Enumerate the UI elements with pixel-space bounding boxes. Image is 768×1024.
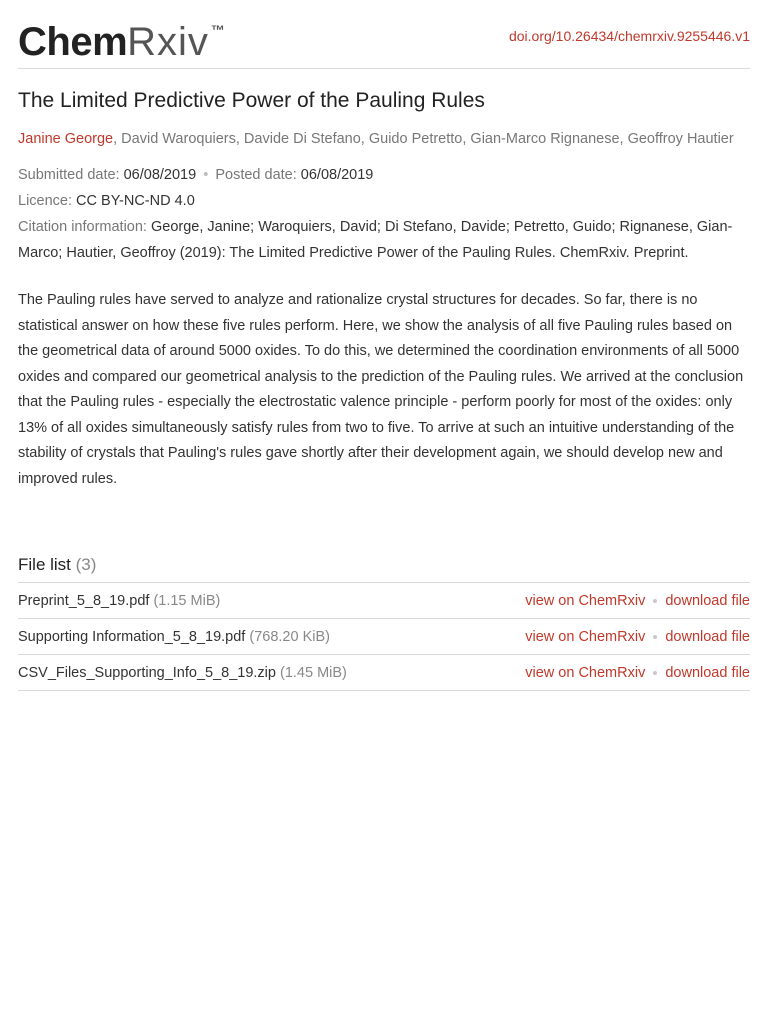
licence-value: CC BY-NC-ND 4.0 [76,193,195,209]
file-size: (768.20 KiB) [249,629,330,645]
bullet-separator [653,599,657,603]
file-actions [525,655,750,691]
metadata [18,162,750,266]
abstract: The Pauling rules have served to analyze and rationalize crystal structures for decades. So far, there is no statistical answer on how these five rules perform. Here, we show the analysis of all five Pauling rules based on the geometrical data of around 5000 oxides. To do this, we determined the coordination environments of all 5000 oxides and compared our geometrical analysis to the prediction of the Pauling rules. We arrived at the conclusion that the Pauling rules - especially the electrostatic valence principle - perform poorly for most of the oxides: only 13% of all oxides simultaneously satisfy rules from two to five. To arrive at such an intuitive understanding of the stability of crystals that Pauling's rules gave shortly after their development again, we should develop new and improved rules. [18,292,744,487]
other-authors: , David Waroquiers, Davide Di Stefano, Guido Petretto, Gian-Marco Rignanese, Geoffroy Hautier [113,131,734,147]
submitted-date: 06/08/2019 [123,167,197,183]
download-file-link[interactable]: download file [665,629,750,645]
file-list-title: File list [18,555,71,574]
file-row [18,619,750,655]
logo-trademark: ™ [210,22,225,38]
file-name: CSV_Files_Supporting_Info_5_8_19.zip [18,665,276,681]
date-separator: • [203,167,209,183]
submitted-label: Submitted date: [18,167,120,183]
posted-date: 06/08/2019 [300,167,374,183]
logo-rxiv-text: Rxiv [127,20,209,64]
view-on-chemrxiv-link[interactable]: view on ChemRxiv [525,665,646,681]
posted-label: Posted date: [215,167,297,183]
chemrxiv-logo[interactable] [18,18,224,74]
citation-label: Citation information: [18,219,147,235]
view-on-chemrxiv-link[interactable]: view on ChemRxiv [525,629,646,645]
file-size: (1.45 MiB) [280,665,347,681]
file-row [18,583,750,619]
file-row [18,655,750,691]
download-file-link[interactable]: download file [665,593,750,609]
header [18,0,750,69]
logo-chem-text: Chem [18,20,128,64]
view-on-chemrxiv-link[interactable]: view on ChemRxiv [525,593,646,609]
first-author-link[interactable]: Janine George [18,131,114,147]
file-list-heading [18,552,750,583]
citation-value: George, Janine; Waroquiers, David; Di Stefano, Davide; Petretto, Guido; Rignanese, Gian-Marco; Hautier, Geoffroy (2019): The Limited Predictive Power of the Pauling Rules. ChemRxiv. Preprint. [18,219,733,261]
author-list [18,127,750,152]
licence-label: Licence: [18,193,73,209]
doi-link[interactable]: doi.org/10.26434/chemrxiv.9255446.v1 [508,28,750,44]
file-name: Supporting Information_5_8_19.pdf [18,629,246,645]
bullet-separator [653,671,657,675]
file-name: Preprint_5_8_19.pdf [18,593,150,609]
dates-line [18,162,750,188]
bullet-separator [653,635,657,639]
paper-title: The Limited Predictive Power of the Pauling Rules [18,89,485,112]
file-count: (3) [75,555,97,574]
file-actions [525,619,750,655]
licence-line [18,188,750,214]
file-actions [525,583,750,619]
document-page [18,0,750,691]
file-size: (1.15 MiB) [153,593,221,609]
download-file-link[interactable]: download file [665,665,750,681]
citation-line [18,214,750,266]
